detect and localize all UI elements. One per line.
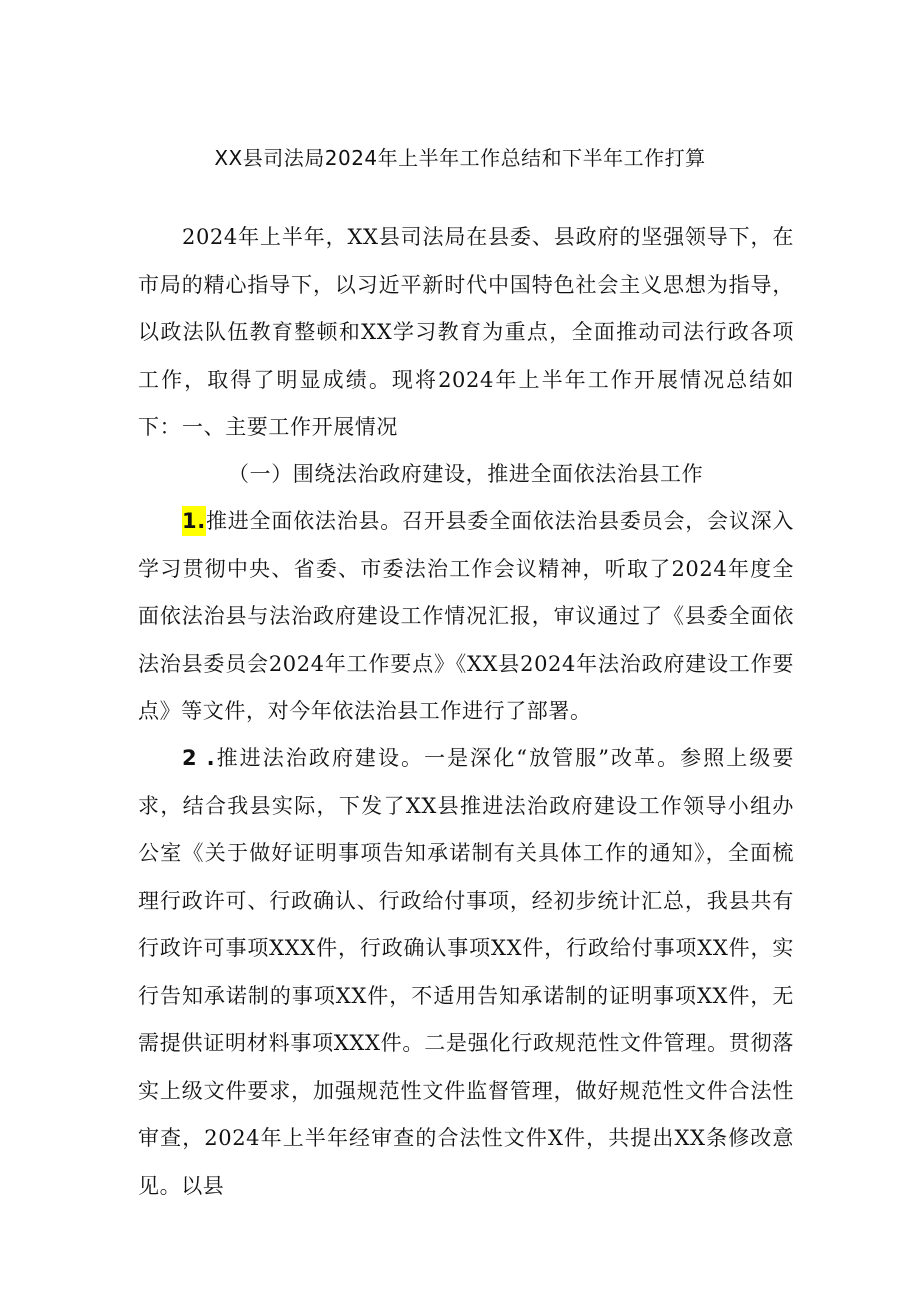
item-1-paragraph: [138, 498, 794, 736]
intro-paragraph: 2024年上半年，XX县司法局在县委、县政府的坚强领导下，在市局的精心指导下，以习近平新时代中国特色社会主义思想为指导，以政法队伍教育整顿和XX学习教育为重点，全面推动司法行政各项工作，取得了明显成绩。现将2024年上半年工作开展情况总结如下：: [138, 225, 794, 439]
subsection-heading: （一）围绕法治政府建设，推进全面依法治县工作: [228, 462, 704, 486]
item-1-text: 推进全面依法治县。召开县委全面依法治县委员会，会议深入学习贯彻中央、省委、市委法治工作会议精神，听取了2024年度全面依法治县与法治政府建设工作情况汇报，审议通过了《县委全面依法治县委员会2024年工作要点》《XX县2024年法治政府建设工作要点》等文件，对今年依法治县工作进行了部署。: [138, 509, 794, 723]
item-2-paragraph: [138, 735, 794, 1210]
item-2-number: 2 .: [182, 746, 216, 770]
item-2-text: 推进法治政府建设。一是深化“放管服”改革。参照上级要求，结合我县实际，下发了XX县推进法治政府建设工作领导小组办公室《关于做好证明事项告知承诺制有关具体工作的通知》，全面梳理行政许可、行政确认、行政给付事项，经初步统计汇总，我县共有行政许可事项XXX件，行政确认事项XX件，行政给付事项XX件，实行告知承诺制的事项XX件，不适用告知承诺制的证明事项XX件，无需提供证明材料事项XXX件。二是强化行政规范性文件管理。贯彻落实上级文件要求，加强规范性文件监督管理，做好规范性文件合法性审查，2024年上半年经审查的合法性文件X件，共提出XX条修改意见。以县: [138, 746, 794, 1198]
document-title: XX县司法局2024年上半年工作总结和下半年工作打算: [214, 146, 706, 170]
item-1-number-highlight: 1.: [182, 506, 206, 536]
section-heading: 一、主要工作开展情况: [182, 415, 398, 439]
